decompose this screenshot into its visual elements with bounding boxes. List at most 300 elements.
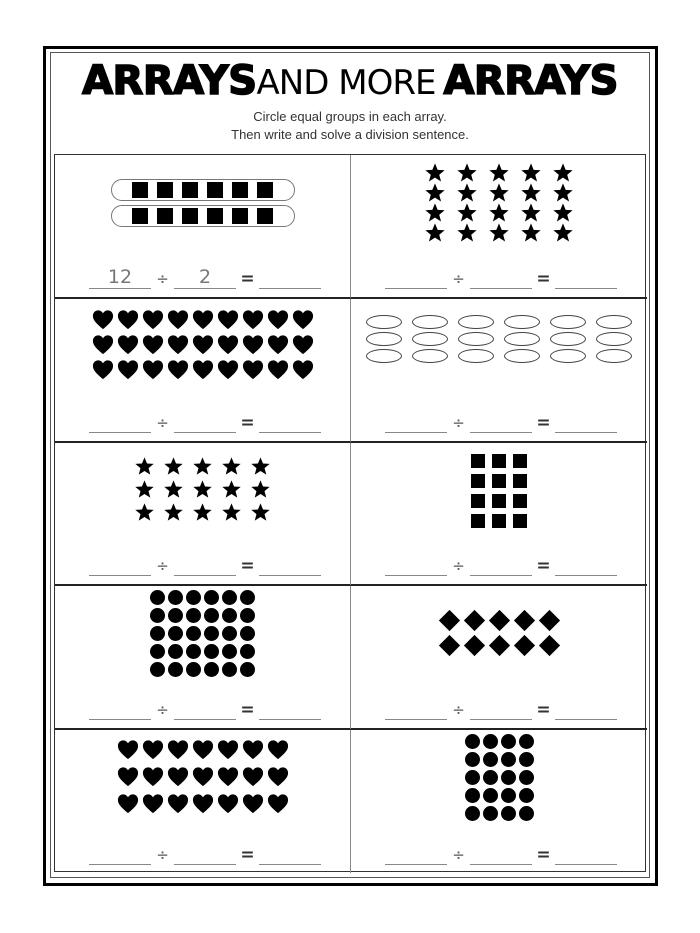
square-icon (232, 208, 248, 224)
square-icon (207, 208, 223, 224)
circle-icon (186, 626, 201, 641)
array-row (437, 608, 562, 633)
diamond-icon (538, 635, 559, 656)
equals-sign: = (536, 269, 551, 289)
dividend-blank[interactable] (89, 555, 151, 576)
star-icon (250, 502, 271, 523)
oval-icon (412, 332, 448, 346)
array-row (149, 660, 257, 678)
array-row (361, 330, 637, 347)
square-icon (157, 208, 173, 224)
circle-icon (186, 644, 201, 659)
array-squares[interactable] (351, 451, 647, 531)
circle-icon (186, 590, 201, 605)
division-sentence (385, 407, 617, 433)
circle-icon (240, 662, 255, 677)
square-icon (492, 474, 506, 488)
star-icon (163, 456, 184, 477)
star-icon (134, 456, 155, 477)
divisor-blank[interactable] (174, 412, 236, 433)
circle-icon (204, 590, 219, 605)
circle-icon (186, 608, 201, 623)
array-row (419, 163, 579, 183)
array-row (419, 223, 579, 243)
equals-sign: = (536, 700, 551, 720)
circle-icon (465, 806, 480, 821)
array-ovals[interactable] (351, 313, 647, 364)
array-row (463, 786, 535, 804)
diamond-icon (463, 610, 484, 631)
square-icon (157, 182, 173, 198)
oval-icon (596, 349, 632, 363)
heart-icon (217, 359, 239, 380)
star-icon (424, 222, 446, 244)
array-hearts[interactable] (55, 307, 350, 382)
diamond-icon (513, 635, 534, 656)
divide-sign: ÷ (452, 270, 465, 288)
array-row (463, 768, 535, 786)
heart-icon (217, 766, 239, 787)
problem-cell-5 (55, 443, 351, 586)
oval-icon (596, 332, 632, 346)
circle-icon (204, 662, 219, 677)
equals-sign: = (536, 845, 551, 865)
dividend-blank[interactable] (385, 268, 447, 289)
circle-icon (222, 608, 237, 623)
star-icon (488, 162, 510, 184)
heart-icon (167, 766, 189, 787)
circle-icon (150, 608, 165, 623)
circle-icon (204, 626, 219, 641)
star-icon (424, 162, 446, 184)
circle-icon (465, 734, 480, 749)
oval-icon (596, 315, 632, 329)
dividend-blank[interactable] (385, 555, 447, 576)
divide-sign: ÷ (452, 701, 465, 719)
division-sentence (89, 263, 321, 289)
array-row (437, 633, 562, 658)
array-row (468, 471, 531, 491)
star-icon (134, 502, 155, 523)
divide-sign: ÷ (156, 846, 169, 864)
dividend-blank[interactable] (89, 412, 151, 433)
heart-icon (242, 793, 264, 814)
problem-cell-3 (55, 299, 351, 443)
square-icon (207, 182, 223, 198)
circle-icon (168, 626, 183, 641)
circle-icon (483, 806, 498, 821)
circle-icon (240, 626, 255, 641)
heart-icon (292, 359, 314, 380)
star-icon (163, 502, 184, 523)
array-row (115, 736, 290, 763)
heart-icon (117, 766, 139, 787)
array-row (463, 804, 535, 822)
heart-icon (192, 334, 214, 355)
division-sentence (89, 839, 321, 865)
diamond-icon (488, 635, 509, 656)
star-icon (221, 502, 242, 523)
star-icon (520, 202, 542, 224)
heart-icon (242, 309, 264, 330)
division-sentence (385, 839, 617, 865)
circle-icon (240, 590, 255, 605)
circle-icon (483, 734, 498, 749)
heart-icon (242, 739, 264, 760)
quotient-blank[interactable] (555, 412, 617, 433)
array-row (90, 307, 315, 332)
circle-icon (204, 608, 219, 623)
oval-icon (550, 332, 586, 346)
heart-icon (167, 334, 189, 355)
square-icon (492, 454, 506, 468)
array-row (149, 606, 257, 624)
heart-icon (292, 334, 314, 355)
heart-icon (192, 309, 214, 330)
problem-cell-8 (351, 586, 647, 730)
circled-group (111, 205, 295, 227)
star-icon (520, 222, 542, 244)
array-row (468, 451, 531, 471)
title-arrays-2: ARRAYS (443, 58, 618, 104)
oval-icon (550, 349, 586, 363)
star-icon (456, 202, 478, 224)
divisor-blank[interactable] (470, 555, 532, 576)
heart-icon (117, 793, 139, 814)
star-icon (552, 162, 574, 184)
quotient-blank[interactable] (259, 844, 321, 865)
heart-icon (92, 334, 114, 355)
circle-icon (150, 662, 165, 677)
heart-icon (217, 739, 239, 760)
problem-cell-4 (351, 299, 647, 443)
division-sentence (89, 407, 321, 433)
square-icon (257, 182, 273, 198)
circle-icon (465, 752, 480, 767)
star-icon (221, 479, 242, 500)
diamond-icon (463, 635, 484, 656)
square-icon (471, 454, 485, 468)
equals-sign: = (240, 413, 255, 433)
divisor-blank[interactable] (470, 412, 532, 433)
circle-icon (519, 770, 534, 785)
array-squares[interactable] (55, 177, 350, 229)
heart-icon (92, 309, 114, 330)
problem-cell-1 (55, 155, 351, 299)
square-icon (257, 208, 273, 224)
circle-icon (168, 608, 183, 623)
star-icon (488, 182, 510, 204)
title-arrays-1: ARRAYS (82, 58, 257, 104)
diamond-icon (438, 635, 459, 656)
oval-icon (550, 315, 586, 329)
diamond-icon (438, 610, 459, 631)
heart-icon (167, 793, 189, 814)
divide-sign: ÷ (156, 414, 169, 432)
circle-icon (222, 662, 237, 677)
heart-icon (142, 766, 164, 787)
quotient-blank[interactable] (259, 412, 321, 433)
circle-icon (501, 788, 516, 803)
heart-icon (192, 766, 214, 787)
array-row (463, 750, 535, 768)
heart-icon (167, 309, 189, 330)
heart-icon (117, 739, 139, 760)
array-row (149, 642, 257, 660)
diamond-icon (488, 610, 509, 631)
heart-icon (142, 359, 164, 380)
instruction-line-1: Circle equal groups in each array. (253, 109, 447, 124)
array-row (115, 763, 290, 790)
circle-icon (519, 788, 534, 803)
circle-icon (483, 788, 498, 803)
circle-icon (483, 770, 498, 785)
heart-icon (117, 334, 139, 355)
circle-icon (501, 806, 516, 821)
quotient-blank[interactable] (259, 268, 321, 289)
star-icon (192, 479, 213, 500)
equals-sign: = (240, 269, 255, 289)
circle-icon (168, 662, 183, 677)
problem-cell-2 (351, 155, 647, 299)
oval-icon (366, 315, 402, 329)
heart-icon (292, 309, 314, 330)
circle-icon (519, 752, 534, 767)
quotient-blank[interactable] (555, 268, 617, 289)
array-diamonds[interactable] (351, 608, 647, 658)
array-row (419, 183, 579, 203)
oval-icon (458, 315, 494, 329)
array-row (361, 313, 637, 330)
heart-icon (267, 309, 289, 330)
square-icon (492, 494, 506, 508)
circle-icon (222, 590, 237, 605)
array-row (419, 203, 579, 223)
heart-icon (117, 359, 139, 380)
square-icon (513, 514, 527, 528)
square-icon (471, 474, 485, 488)
star-icon (192, 502, 213, 523)
heart-icon (92, 359, 114, 380)
square-icon (513, 454, 527, 468)
dividend-blank[interactable] (89, 699, 151, 720)
array-row (90, 332, 315, 357)
heart-icon (217, 793, 239, 814)
oval-icon (366, 332, 402, 346)
array-stars[interactable] (351, 163, 647, 243)
circle-icon (240, 644, 255, 659)
array-row (90, 357, 315, 382)
divisor-blank[interactable] (470, 844, 532, 865)
star-icon (456, 182, 478, 204)
star-icon (520, 182, 542, 204)
quotient-blank[interactable] (555, 844, 617, 865)
circle-icon (501, 770, 516, 785)
oval-icon (458, 332, 494, 346)
heart-icon (267, 359, 289, 380)
array-row (115, 790, 290, 817)
array-row (149, 588, 257, 606)
heart-icon (192, 739, 214, 760)
equals-sign: = (240, 700, 255, 720)
heart-icon (142, 309, 164, 330)
square-icon (513, 494, 527, 508)
equals-sign: = (240, 556, 255, 576)
oval-icon (366, 349, 402, 363)
circle-icon (501, 734, 516, 749)
star-icon (552, 202, 574, 224)
heart-icon (217, 334, 239, 355)
star-icon (134, 479, 155, 500)
circle-icon (465, 788, 480, 803)
dividend-blank[interactable]: 12 (89, 268, 151, 289)
circle-icon (150, 590, 165, 605)
problem-grid (54, 154, 646, 872)
heart-icon (242, 334, 264, 355)
star-icon (456, 222, 478, 244)
oval-icon (412, 315, 448, 329)
array-row (149, 624, 257, 642)
star-icon (192, 456, 213, 477)
heart-icon (192, 793, 214, 814)
divisor-blank[interactable] (174, 555, 236, 576)
heart-icon (267, 766, 289, 787)
divide-sign: ÷ (156, 270, 169, 288)
dividend-blank[interactable] (89, 844, 151, 865)
instructions (54, 108, 646, 144)
star-icon (424, 182, 446, 204)
equals-sign: = (240, 845, 255, 865)
star-icon (456, 162, 478, 184)
division-sentence (385, 694, 617, 720)
problem-cell-9 (55, 730, 351, 873)
array-row (130, 455, 275, 478)
divisor-blank[interactable] (470, 268, 532, 289)
circle-icon (222, 644, 237, 659)
circle-icon (150, 626, 165, 641)
instruction-line-2: Then write and solve a division sentence. (231, 127, 469, 142)
heart-icon (142, 739, 164, 760)
heart-icon (117, 309, 139, 330)
heart-icon (167, 739, 189, 760)
quotient-blank[interactable] (259, 555, 321, 576)
star-icon (488, 222, 510, 244)
square-icon (182, 208, 198, 224)
array-row (468, 491, 531, 511)
divisor-blank[interactable] (470, 699, 532, 720)
divide-sign: ÷ (452, 557, 465, 575)
circle-icon (168, 590, 183, 605)
quotient-blank[interactable] (555, 555, 617, 576)
quotient-blank[interactable] (259, 699, 321, 720)
circle-icon (501, 752, 516, 767)
square-icon (492, 514, 506, 528)
division-sentence (385, 550, 617, 576)
heart-icon (142, 334, 164, 355)
circle-icon (519, 806, 534, 821)
dividend-blank[interactable] (385, 699, 447, 720)
title-and-more: AND MORE (256, 63, 436, 103)
square-icon (232, 182, 248, 198)
quotient-blank[interactable] (555, 699, 617, 720)
square-icon (513, 474, 527, 488)
square-icon (132, 182, 148, 198)
heart-icon (242, 359, 264, 380)
circle-icon (240, 608, 255, 623)
diamond-icon (513, 610, 534, 631)
divisor-blank[interactable]: 2 (174, 268, 236, 289)
star-icon (488, 202, 510, 224)
circle-icon (186, 662, 201, 677)
dividend-blank[interactable] (385, 412, 447, 433)
dividend-blank[interactable] (385, 844, 447, 865)
star-icon (552, 182, 574, 204)
divide-sign: ÷ (156, 701, 169, 719)
heart-icon (267, 793, 289, 814)
oval-icon (504, 332, 540, 346)
square-icon (471, 494, 485, 508)
problem-cell-6 (351, 443, 647, 586)
worksheet-title (54, 56, 646, 106)
array-row (130, 478, 275, 501)
divide-sign: ÷ (452, 846, 465, 864)
division-sentence (89, 694, 321, 720)
array-stars[interactable] (55, 455, 350, 524)
circled-group (111, 179, 295, 201)
oval-icon (504, 315, 540, 329)
array-hearts[interactable] (55, 736, 350, 817)
array-circles[interactable] (351, 732, 647, 822)
divisor-blank[interactable] (174, 699, 236, 720)
diamond-icon (538, 610, 559, 631)
star-icon (163, 479, 184, 500)
oval-icon (412, 349, 448, 363)
heart-icon (142, 793, 164, 814)
star-icon (250, 479, 271, 500)
oval-icon (458, 349, 494, 363)
divide-sign: ÷ (156, 557, 169, 575)
circle-icon (465, 770, 480, 785)
circle-icon (483, 752, 498, 767)
equals-sign: = (536, 556, 551, 576)
array-row (468, 511, 531, 531)
heart-icon (267, 739, 289, 760)
heart-icon (242, 766, 264, 787)
heart-icon (217, 309, 239, 330)
heart-icon (267, 334, 289, 355)
circle-icon (519, 734, 534, 749)
square-icon (471, 514, 485, 528)
array-row (130, 501, 275, 524)
divide-sign: ÷ (452, 414, 465, 432)
problem-cell-10 (351, 730, 647, 873)
division-sentence (385, 263, 617, 289)
equals-sign: = (536, 413, 551, 433)
circle-icon (222, 626, 237, 641)
divisor-blank[interactable] (174, 844, 236, 865)
circle-icon (204, 644, 219, 659)
oval-icon (504, 349, 540, 363)
array-circles[interactable] (55, 588, 350, 678)
square-icon (132, 208, 148, 224)
square-icon (182, 182, 198, 198)
circle-icon (150, 644, 165, 659)
array-row (361, 347, 637, 364)
array-row (463, 732, 535, 750)
star-icon (250, 456, 271, 477)
star-icon (552, 222, 574, 244)
heart-icon (192, 359, 214, 380)
